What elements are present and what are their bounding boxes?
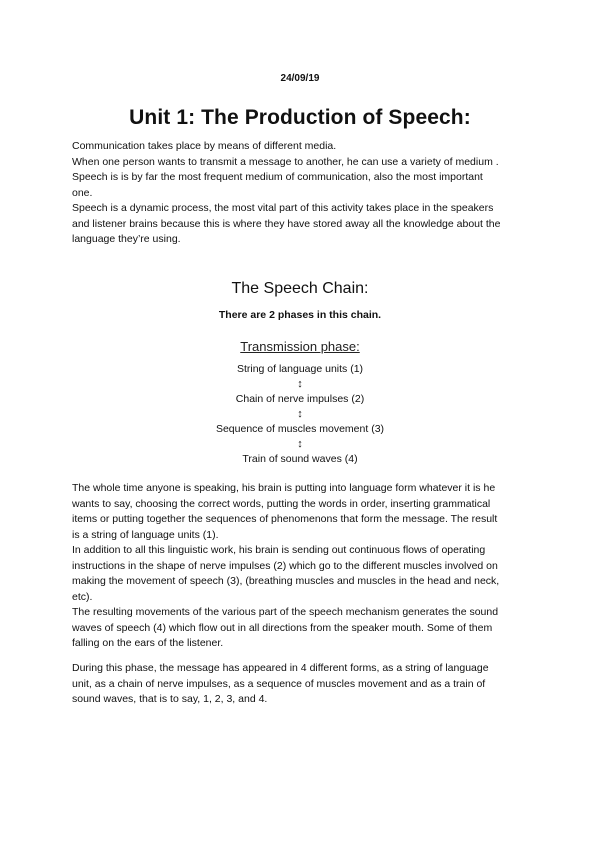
phase-note: There are 2 phases in this chain. bbox=[218, 309, 382, 321]
body-line: The resulting movements of the various part of the speech mechanism generates the sound bbox=[72, 606, 499, 618]
body-line: The whole time anyone is speaking, his brain is putting into language form whatever it is he bbox=[72, 482, 496, 494]
body-line: making the movement of speech (3), (breathing muscles and muscles in the head and neck, bbox=[72, 575, 500, 587]
intro-line: Speech is is by far the most frequent medium of communication, also the most important bbox=[72, 171, 483, 183]
up-down-arrow-icon: ↕ bbox=[297, 408, 303, 420]
chain-step-3: Sequence of muscles movement (3) bbox=[215, 423, 385, 435]
body-line: unit, as a chain of nerve impulses, as a sequence of muscles movement and as a train of bbox=[72, 677, 486, 690]
intro-line: Communication takes place by means of different media. bbox=[72, 140, 337, 152]
body-line: instructions in the shape of nerve impulses (2) which go to the different muscles involved on bbox=[72, 559, 498, 572]
section-title: The Speech Chain: bbox=[231, 280, 369, 297]
chain-step-4: Train of sound waves (4) bbox=[242, 453, 358, 465]
intro-line: and listener brains because this is where they have stored away all the knowledge about the bbox=[72, 217, 501, 230]
body-paragraph-1 bbox=[72, 481, 528, 652]
body-line: etc). bbox=[72, 590, 93, 603]
chain-step-1: String of language units (1) bbox=[236, 363, 364, 375]
body-line: sound waves, that is to say, 1, 2, 3, and 4. bbox=[72, 693, 268, 705]
body-line: falling on the ears of the listener. bbox=[72, 637, 224, 649]
body-line: waves of speech (4) which flow out in all directions from the speaker mouth. Some of them bbox=[72, 621, 493, 634]
intro-line: Speech is a dynamic process, the most vital part of this activity takes place in the speakers bbox=[72, 202, 494, 214]
body-line: is a string of language units (1). bbox=[72, 528, 219, 541]
intro-line: language they’re using. bbox=[72, 233, 181, 245]
body-line: wants to say, choosing the correct words, putting the words in order, inserting grammatical bbox=[72, 497, 491, 510]
body-line: During this phase, the message has appeared in 4 different forms, as a string of language bbox=[72, 662, 489, 674]
body-line: In addition to all this linguistic work, his brain is sending out continuous flows of operating bbox=[72, 544, 486, 556]
chain-step-2: Chain of nerve impulses (2) bbox=[235, 393, 365, 405]
intro-line: When one person wants to transmit a message to another, he can use a variety of medium . bbox=[72, 155, 499, 168]
date-header: 24/09/19 bbox=[280, 73, 320, 84]
intro-line: one. bbox=[72, 186, 93, 199]
phase-title: Transmission phase: bbox=[240, 339, 360, 354]
up-down-arrow-icon: ↕ bbox=[297, 438, 303, 450]
body-line: items or putting together the sequences of phenomenons that form the message. The result bbox=[72, 513, 498, 525]
up-down-arrow-icon: ↕ bbox=[297, 378, 303, 390]
speech-chain-diagram bbox=[0, 362, 600, 467]
intro-paragraph bbox=[72, 139, 528, 248]
body-paragraph-2 bbox=[72, 661, 528, 708]
page-title: Unit 1: The Production of Speech: bbox=[129, 106, 471, 129]
